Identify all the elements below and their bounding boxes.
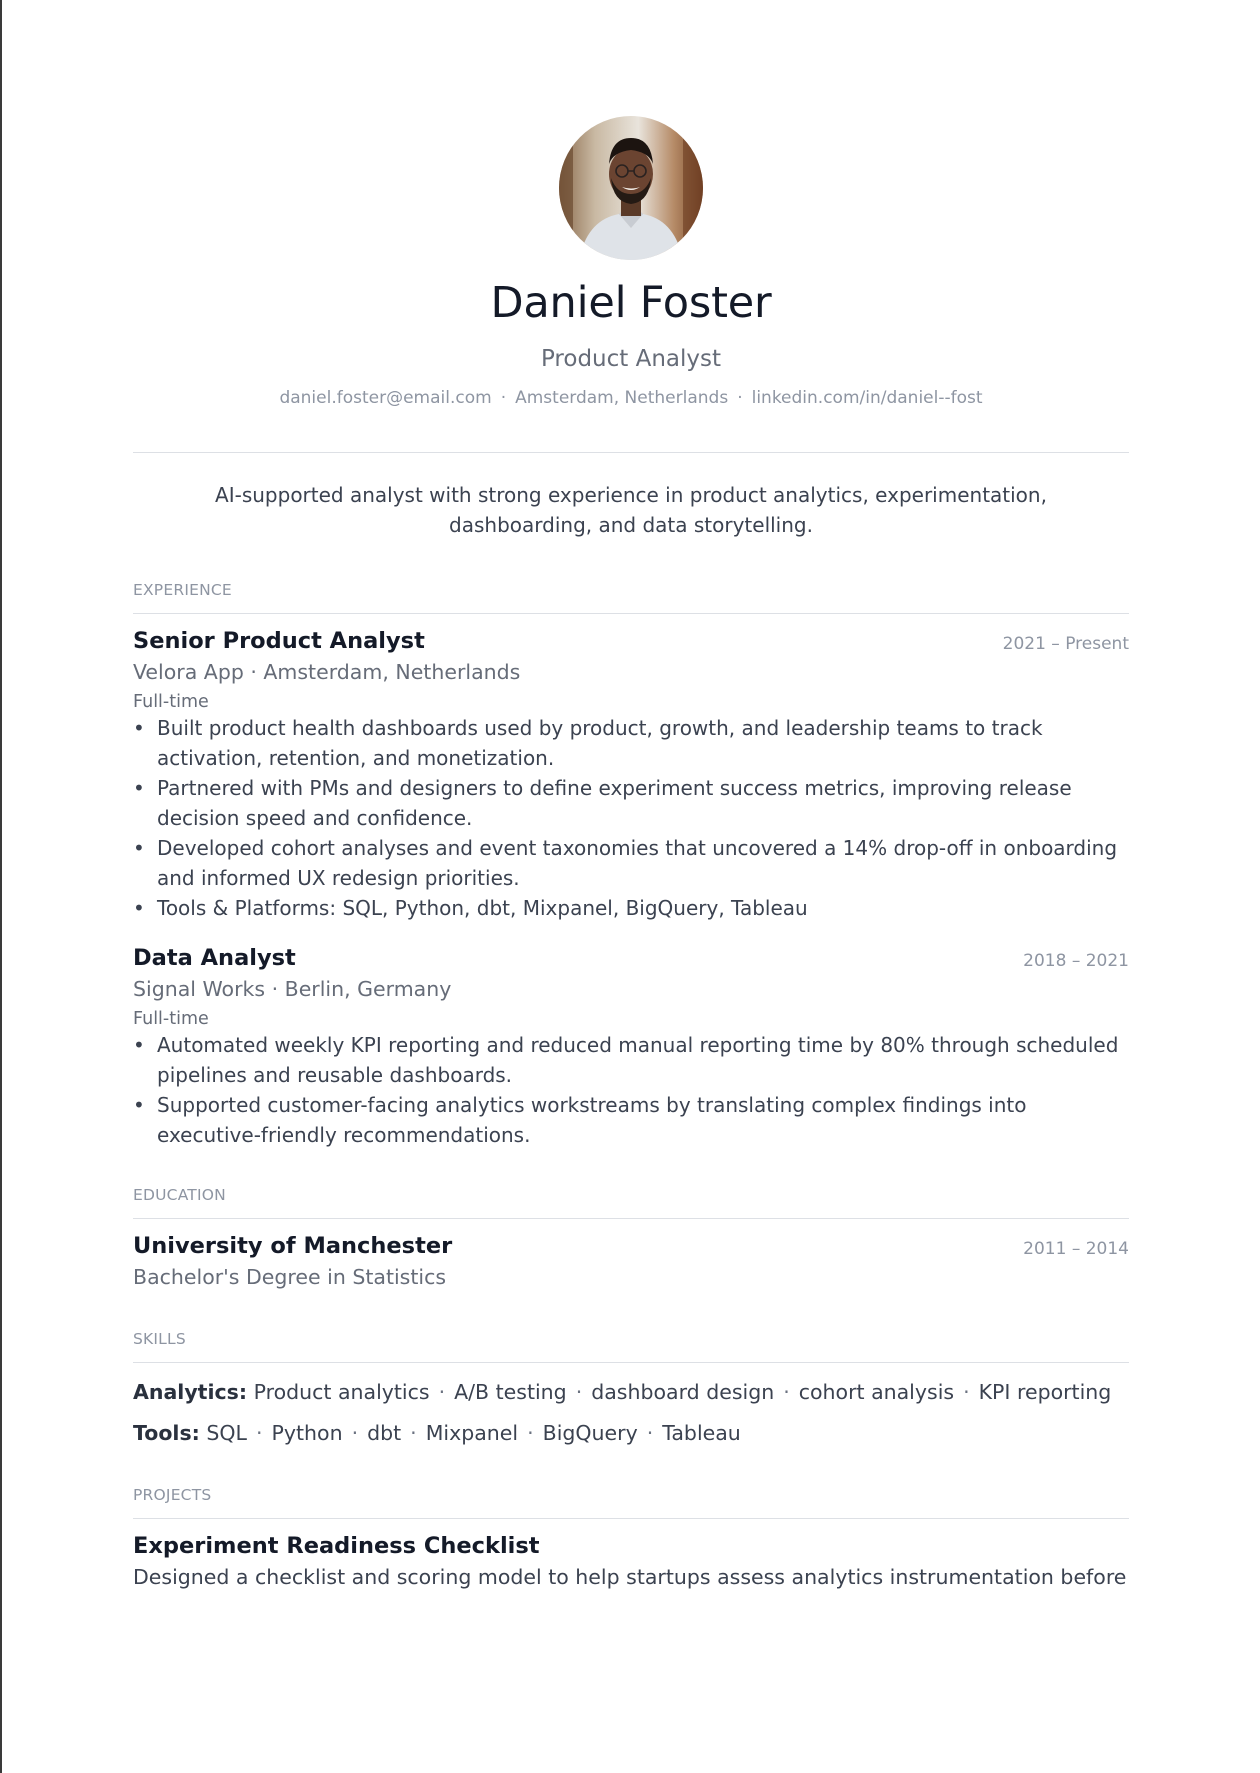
contact-separator: · [500,388,507,408]
contact-line [133,388,1129,408]
skills-analytics-label: Analytics: [133,1380,248,1404]
candidate-title: Product Analyst [540,346,722,372]
contact-location: Amsterdam, Netherlands [515,388,729,408]
bullet-item: • Partnered with PMs and designers to define experiment success metrics, improving release decision speed and confidence. [133,776,1072,830]
skills-analytics-row: Analytics: Product analytics · A/B testing · dashboard design · cohort analysis · KPI reporting [133,1380,1112,1404]
role-company: Velora App · Amsterdam, Netherlands [133,660,521,684]
role-dates: 2018 – 2021 [1023,951,1129,971]
project-description: Designed a checklist and scoring model to help startups assess analytics instrumentation before [133,1565,1127,1589]
education-degree: Bachelor's Degree in Statistics [133,1265,447,1289]
avatar [559,116,703,260]
role-bullets [133,713,1129,923]
project-title: Experiment Readiness Checklist [133,1533,540,1559]
skills-tools-row: Tools: SQL · Python · dbt · Mixpanel · BigQuery · Tableau [133,1421,741,1445]
candidate-name: Daniel Foster [490,278,772,328]
page-left-border [0,0,2,1773]
bullet-item: • Developed cohort analyses and event taxonomies that uncovered a 14% drop-off in onboarding and informed UX redesign priorities. [133,836,1118,890]
education-school: University of Manchester [133,1233,453,1259]
education-dates: 2011 – 2014 [1023,1239,1129,1259]
role-title: Data Analyst [133,945,296,971]
bullet-item: • Built product health dashboards used by product, growth, and leadership teams to track activation, retention, and monetization. [133,716,1043,770]
section-divider [133,1518,1129,1519]
section-heading-education: EDUCATION [133,1186,226,1204]
contact-linkedin[interactable]: linkedin.com/in/daniel--fost [751,388,983,408]
role-dates: 2021 – Present [1002,634,1129,654]
contact-separator: · [737,388,743,408]
section-divider [133,613,1129,614]
bullet-item: • Tools & Platforms: SQL, Python, dbt, Mixpanel, BigQuery, Tableau [133,896,808,920]
contact-email[interactable]: daniel.foster@email.com [279,388,492,408]
bullet-item: • Automated weekly KPI reporting and reduced manual reporting time by 80% through scheduled pipelines and reusable dashboards. [133,1033,1119,1087]
summary-text: AI-supported analyst with strong experience in product analytics, experimentation, dashboarding, and data storytelling. [215,483,1047,537]
role-title: Senior Product Analyst [133,628,425,654]
section-divider [133,1362,1129,1363]
section-divider [133,1218,1129,1219]
skills-tools-label: Tools: [133,1421,200,1445]
role-bullets [133,1030,1129,1150]
employment-type: Full-time [133,692,209,712]
role-company: Signal Works · Berlin, Germany [133,977,452,1001]
section-heading-experience: EXPERIENCE [133,581,232,599]
section-heading-projects: PROJECTS [133,1486,212,1504]
header-divider [133,452,1129,453]
section-heading-skills: SKILLS [133,1330,186,1348]
bullet-item: • Supported customer-facing analytics workstreams by translating complex findings into executive-friendly recommendations. [133,1093,1027,1147]
employment-type: Full-time [133,1009,209,1029]
